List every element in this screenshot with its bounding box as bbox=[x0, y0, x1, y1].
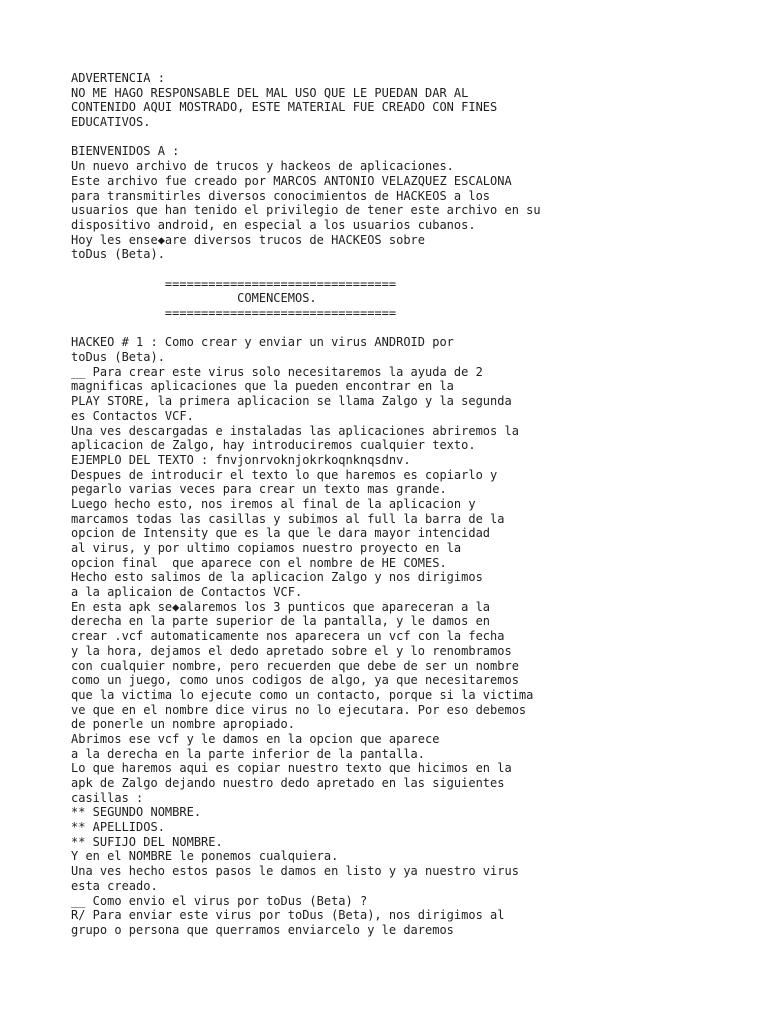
document-line: Hecho esto salimos de la aplicacion Zalgo y nos dirigimos bbox=[71, 570, 483, 585]
document-line: R/ Para enviar este virus por toDus (Beta), nos dirigimos al bbox=[71, 908, 505, 923]
document-line: Despues de introducir el texto lo que haremos es copiarlo y bbox=[71, 467, 498, 482]
document-line: ** SUFIJO DEL NOMBRE. bbox=[71, 834, 223, 849]
document-line: Un nuevo archivo de trucos y hackeos de aplicaciones. bbox=[71, 159, 454, 174]
document-line bbox=[71, 262, 541, 277]
document-line: Luego hecho esto, nos iremos al final de la aplicacion y bbox=[71, 496, 476, 511]
document-body-text bbox=[71, 71, 541, 938]
document-line: Este archivo fue creado por MARCOS ANTONIO VELAZQUEZ ESCALONA bbox=[71, 173, 512, 188]
document-line: al virus, y por ultimo copiamos nuestro proyecto en la bbox=[71, 541, 462, 555]
document-line: ** APELLIDOS. bbox=[71, 820, 165, 835]
document-line: HACKEO # 1 : Como crear y enviar un virus ANDROID por bbox=[71, 335, 454, 350]
document-line: que la victima lo ejecute como un contacto, porque si la victima bbox=[71, 687, 534, 702]
document-line: derecha en la parte superior de la pantalla, y le damos en bbox=[71, 614, 491, 629]
document-line: ================================ bbox=[71, 306, 397, 320]
document-line: Lo que haremos aqui es copiar nuestro texto que hicimos en la bbox=[71, 761, 512, 776]
document-line bbox=[71, 321, 541, 336]
document-line: EDUCATIVOS. bbox=[71, 115, 151, 130]
document-line: Una ves hecho estos pasos le damos en listo y ya nuestro virus bbox=[71, 864, 519, 879]
document-line: magnificas aplicaciones que la pueden encontrar en la bbox=[71, 379, 454, 394]
document-line: EJEMPLO DEL TEXTO : fnvjonrvoknjokrkoqnknqsdnv. bbox=[71, 452, 411, 467]
document-line: a la derecha en la parte inferior de la pantalla. bbox=[71, 746, 426, 761]
document-line: apk de Zalgo dejando nuestro dedo apretado en las siguientes bbox=[71, 776, 505, 790]
document-line: NO ME HAGO RESPONSABLE DEL MAL USO QUE LE PUEDAN DAR AL bbox=[71, 85, 469, 100]
document-line: BIENVENIDOS A : bbox=[71, 144, 180, 159]
document-line: ve que en el nombre dice virus no lo ejecutara. Por eso debemos bbox=[71, 702, 527, 717]
document-line: opcion final que aparece con el nombre de HE COMES. bbox=[71, 555, 447, 570]
document-line: grupo o persona que querramos enviarcelo y le daremos bbox=[71, 922, 454, 937]
document-line: pegarlo varias veces para crear un texto mas grande. bbox=[71, 482, 447, 497]
document-line: __ Para crear este virus solo necesitaremos la ayuda de 2 bbox=[71, 364, 483, 379]
document-line: como un juego, como unos codigos de algo, ya que necesitaremos bbox=[71, 673, 519, 688]
document-line: casillas : bbox=[71, 790, 144, 805]
document-line: a la aplicaion de Contactos VCF. bbox=[71, 585, 303, 600]
document-line: crear .vcf automaticamente nos aparecera un vcf con la fecha bbox=[71, 629, 505, 644]
document-line: COMENCEMOS. bbox=[71, 291, 317, 306]
document-line: toDus (Beta). bbox=[71, 247, 165, 262]
document-line: PLAY STORE, la primera aplicacion se llama Zalgo y la segunda bbox=[71, 394, 512, 409]
document-line: ** SEGUNDO NOMBRE. bbox=[71, 805, 202, 820]
document-line: toDus (Beta). bbox=[71, 350, 165, 365]
document-line: Hoy les ense◆are diversos trucos de HACKEOS sobre bbox=[71, 232, 426, 247]
document-line: __ Como envio el virus por toDus (Beta) ? bbox=[71, 893, 368, 908]
document-line: dispositivo android, en especial a los usuarios cubanos. bbox=[71, 217, 476, 232]
document-line: Abrimos ese vcf y le damos en la opcion que aparece bbox=[71, 731, 440, 746]
document-line: En esta apk se◆alaremos los 3 punticos que apareceran a la bbox=[71, 599, 491, 614]
document-line: Y en el NOMBRE le ponemos cualquiera. bbox=[71, 849, 339, 864]
document-line: aplicacion de Zalgo, hay introduciremos cualquier texto. bbox=[71, 438, 476, 453]
document-line: ================================ bbox=[71, 276, 397, 291]
document-line: opcion de Intensity que es la que le dara mayor intencidad bbox=[71, 526, 491, 541]
document-line: es Contactos VCF. bbox=[71, 408, 194, 423]
document-line: ADVERTENCIA : bbox=[71, 71, 165, 85]
document-line: CONTENIDO AQUI MOSTRADO, ESTE MATERIAL FUE CREADO CON FINES bbox=[71, 100, 498, 115]
document-line bbox=[71, 130, 541, 145]
document-line: usuarios que han tenido el privilegio de tener este archivo en su bbox=[71, 203, 541, 218]
document-line: de ponerle un nombre apropiado. bbox=[71, 717, 295, 732]
document-line: Una ves descargadas e instaladas las aplicaciones abriremos la bbox=[71, 423, 519, 438]
document-line: esta creado. bbox=[71, 878, 158, 893]
document-line: para transmitirles diversos conocimientos de HACKEOS a los bbox=[71, 188, 491, 203]
document-line: y la hora, dejamos el dedo apretado sobre el y lo renombramos bbox=[71, 643, 512, 658]
document-line: con cualquier nombre, pero recuerden que debe de ser un nombre bbox=[71, 658, 519, 673]
document-line: marcamos todas las casillas y subimos al full la barra de la bbox=[71, 511, 505, 526]
